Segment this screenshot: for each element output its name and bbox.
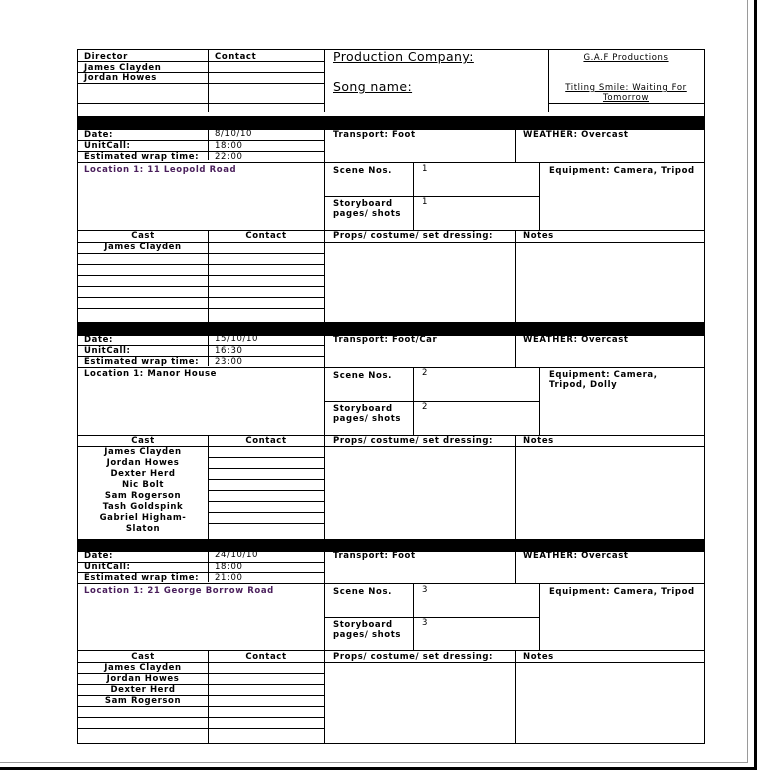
company-value: G.A.F Productions (583, 53, 669, 63)
cast-member: Slaton (125, 524, 161, 534)
storyboard-value: 2 (422, 402, 429, 412)
day-separator-bar (78, 116, 704, 129)
weather: WEATHER: Overcast (523, 335, 629, 345)
props-label: Props/ costume/ set dressing: (333, 652, 494, 662)
weather: WEATHER: Overcast (523, 551, 629, 561)
unitcall-value: 16:30 (215, 346, 243, 356)
director-label: Director (84, 52, 128, 62)
storyboard-label: pages/ shots (333, 414, 402, 424)
equipment: Tripod, Dolly (549, 380, 618, 390)
notes-label: Notes (523, 652, 554, 662)
header-divider (324, 50, 325, 112)
notes-label: Notes (523, 436, 554, 446)
equipment: Equipment: Camera, (549, 370, 658, 380)
location: Location 1: Manor House (84, 369, 217, 379)
date-value: 15/10/10 (215, 334, 258, 344)
wrap-label: Estimated wrap time: (84, 357, 200, 367)
storyboard-label: pages/ shots (333, 209, 402, 219)
cast-header: Cast (131, 652, 155, 662)
scene-value: 3 (422, 585, 429, 595)
wrap-label: Estimated wrap time: (84, 573, 200, 583)
cast-member: Gabriel Higham- (99, 513, 187, 523)
cast-member: James Clayden (104, 663, 182, 673)
cast-member: James Clayden (104, 242, 182, 252)
weather: WEATHER: Overcast (523, 130, 629, 140)
cast-member: Dexter Herd (110, 469, 176, 479)
unitcall-label: UnitCall: (84, 562, 131, 572)
unitcall-value: 18:00 (215, 141, 243, 151)
contact-label: Contact (215, 52, 257, 62)
transport: Transport: Foot (333, 551, 416, 561)
storyboard-label: Storyboard (333, 404, 393, 414)
date-value: 24/10/10 (215, 550, 258, 560)
contact-header: Contact (245, 231, 287, 241)
date-label: Date: (84, 551, 114, 561)
cast-member: James Clayden (104, 447, 182, 457)
wrap-value: 23:00 (215, 357, 243, 367)
storyboard-label: Storyboard (333, 620, 393, 630)
day-separator-bar (78, 322, 704, 335)
cast-header: Cast (131, 436, 155, 446)
notes-label: Notes (523, 231, 554, 241)
scene-value: 2 (422, 368, 429, 378)
contact-header: Contact (245, 652, 287, 662)
call-sheet (77, 49, 705, 744)
cast-member: Tash Goldspink (102, 502, 184, 512)
cast-member: Jordan Howes (106, 458, 180, 468)
transport: Transport: Foot (333, 130, 416, 140)
date-label: Date: (84, 335, 114, 345)
cast-member: Sam Rogerson (104, 696, 182, 706)
date-value: 8/10/10 (215, 129, 252, 139)
location: Location 1: 11 Leopold Road (84, 165, 237, 175)
storyboard-value: 3 (422, 618, 429, 628)
storyboard-value: 1 (422, 197, 429, 207)
production-company-label: Production Company: (333, 49, 474, 64)
wrap-value: 21:00 (215, 573, 243, 583)
song-name-label: Song name: (333, 79, 413, 94)
cast-member: Dexter Herd (110, 685, 176, 695)
cast-header: Cast (131, 231, 155, 241)
storyboard-label: pages/ shots (333, 630, 402, 640)
unitcall-label: UnitCall: (84, 141, 131, 151)
cast-member: Sam Rogerson (104, 491, 182, 501)
wrap-label: Estimated wrap time: (84, 152, 200, 162)
transport: Transport: Foot/Car (333, 335, 438, 345)
scene-label: Scene Nos. (333, 166, 392, 176)
cast-member: Jordan Howes (106, 674, 180, 684)
cast-member: Nic Bolt (121, 480, 165, 490)
props-label: Props/ costume/ set dressing: (333, 231, 494, 241)
date-label: Date: (84, 130, 114, 140)
storyboard-label: Storyboard (333, 199, 393, 209)
equipment: Equipment: Camera, Tripod (549, 166, 695, 176)
director-name: James Clayden (84, 63, 162, 73)
scene-label: Scene Nos. (333, 587, 392, 597)
props-label: Props/ costume/ set dressing: (333, 436, 494, 446)
location: Location 1: 21 George Borrow Road (84, 586, 274, 596)
wrap-value: 22:00 (215, 152, 243, 162)
scene-value: 1 (422, 164, 429, 174)
unitcall-value: 18:00 (215, 562, 243, 572)
equipment: Equipment: Camera, Tripod (549, 587, 695, 597)
unitcall-label: UnitCall: (84, 346, 131, 356)
contact-header: Contact (245, 436, 287, 446)
director-name: Jordan Howes (84, 73, 157, 83)
scene-label: Scene Nos. (333, 371, 392, 381)
song-value: Titling Smile: Waiting For Tomorrow (565, 83, 687, 103)
